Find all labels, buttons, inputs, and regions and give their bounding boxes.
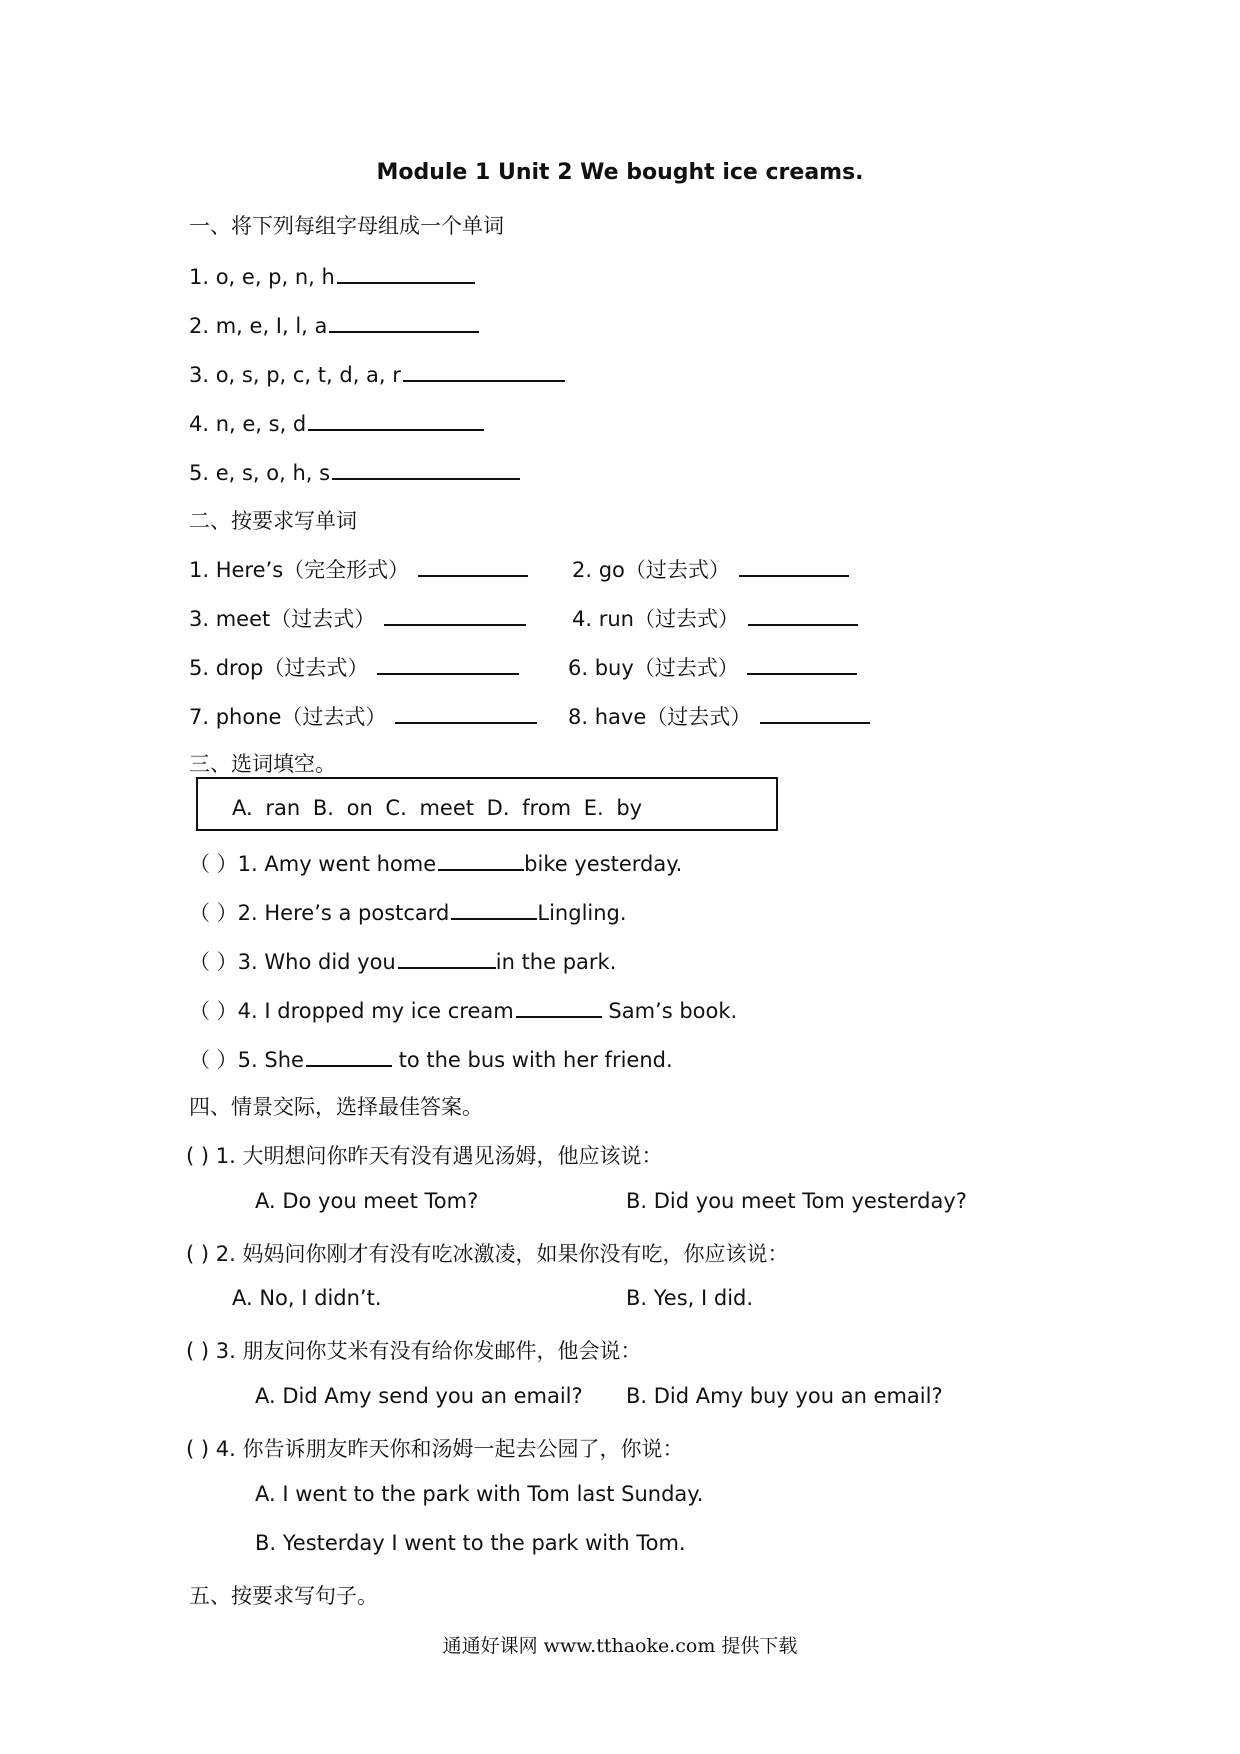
part1-item-3-text: 3. o, s, p, c, t, d, a, r [189,363,401,387]
answer-blank[interactable] [516,994,602,1018]
part1-item-5 [189,456,520,485]
part4-q3-option-b: B. Did Amy buy you an email? [626,1384,943,1408]
section-1-heading: 一、将下列每组字母组成一个单词 [189,214,504,238]
part3-question-5-before: （ ）5. She [189,1048,304,1072]
part1-item-4 [189,407,484,436]
part3-question-3-after: in the park. [495,950,617,974]
section-2-heading: 二、按要求写单词 [189,509,357,533]
part2-item-8-text: 8. have（过去式） [568,705,752,729]
answer-blank[interactable] [748,602,858,626]
part3-question-5-after: to the bus with her friend. [391,1048,673,1072]
part3-question-1-after: bike yesterday. [524,852,683,876]
answer-blank[interactable] [337,260,475,284]
part3-question-3 [189,945,616,976]
answer-blank[interactable] [329,309,479,333]
answer-blank[interactable] [332,456,520,480]
part2-item-5-text: 5. drop（过去式） [189,656,369,680]
part3-question-2-after: Lingling. [537,901,627,925]
part2-item-4 [572,602,858,633]
part4-question-4: ( ) 4. 你告诉朋友昨天你和汤姆一起去公园了，你说： [186,1437,684,1461]
part4-q1-option-a: A. Do you meet Tom? [255,1189,479,1213]
part4-q2-option-b: B. Yes, I did. [626,1286,754,1310]
part2-item-3-text: 3. meet（过去式） [189,607,376,631]
part1-item-5-text: 5. e, s, o, h, s [189,461,331,485]
part4-q2-option-a: A. No, I didn’t. [232,1286,382,1310]
page-footer: 通通好课网 www.tthaoke.com 提供下载 [442,1635,798,1657]
answer-blank[interactable] [395,700,537,724]
answer-blank[interactable] [747,651,857,675]
part3-question-5 [189,1043,673,1074]
part3-question-1 [189,847,682,878]
part4-q4-option-a: A. I went to the park with Tom last Sunday. [255,1482,704,1506]
answer-blank[interactable] [418,553,528,577]
section-4-heading: 四、情景交际，选择最佳答案。 [189,1095,483,1119]
part4-q1-option-b: B. Did you meet Tom yesterday? [626,1189,967,1213]
answer-blank[interactable] [308,407,484,431]
answer-blank[interactable] [398,945,496,969]
answer-blank[interactable] [451,896,537,920]
answer-blank[interactable] [739,553,849,577]
part2-item-6 [568,651,857,682]
part2-item-3 [189,602,526,633]
part3-question-3-before: （ ）3. Who did you [189,950,396,974]
part2-item-8 [568,700,870,731]
answer-blank[interactable] [306,1043,392,1067]
answer-blank[interactable] [384,602,526,626]
answer-blank[interactable] [403,358,565,382]
page-title: Module 1 Unit 2 We bought ice creams. [376,160,864,185]
answer-blank[interactable] [377,651,519,675]
part3-question-1-before: （ ）1. Amy went home [189,852,437,876]
part2-item-1-text: 1. Here’s（完全形式） [189,558,410,582]
part3-question-4-before: （ ）4. I dropped my ice cream [189,999,514,1023]
part2-item-5 [189,651,519,682]
part2-item-7 [189,700,537,731]
part1-item-1-text: 1. o, e, p, n, h [189,265,335,289]
section-3-heading: 三、选词填空。 [189,752,336,776]
part2-item-2-text: 2. go（过去式） [572,558,730,582]
section-5-heading: 五、按要求写句子。 [189,1584,378,1608]
part1-item-4-text: 4. n, e, s, d [189,412,307,436]
part3-question-4 [189,994,737,1025]
part4-q3-option-a: A. Did Amy send you an email? [255,1384,583,1408]
part1-item-1 [189,260,475,289]
part2-item-7-text: 7. phone（过去式） [189,705,387,729]
part4-q4-option-b: B. Yesterday I went to the park with Tom. [255,1531,686,1555]
part2-item-4-text: 4. run（过去式） [572,607,739,631]
part1-item-3 [189,358,565,387]
part3-question-2 [189,896,627,927]
part3-question-2-before: （ ）2. Here’s a postcard [189,901,450,925]
answer-blank[interactable] [438,847,524,871]
part2-item-6-text: 6. buy（过去式） [568,656,739,680]
part1-item-2 [189,309,479,338]
part2-item-1 [189,553,528,584]
part4-question-1: ( ) 1. 大明想问你昨天有没有遇见汤姆，他应该说： [186,1144,663,1168]
answer-blank[interactable] [760,700,870,724]
part4-question-2: ( ) 2. 妈妈问你刚才有没有吃冰激凌，如果你没有吃，你应该说： [186,1242,789,1266]
word-options: A. ran B. on C. meet D. from E. by [232,796,643,820]
part2-item-2 [572,553,849,584]
part3-question-4-after: Sam’s book. [601,999,738,1023]
part4-question-3: ( ) 3. 朋友问你艾米有没有给你发邮件，他会说： [186,1339,642,1363]
part1-item-2-text: 2. m, e, I, l, a [189,314,328,338]
